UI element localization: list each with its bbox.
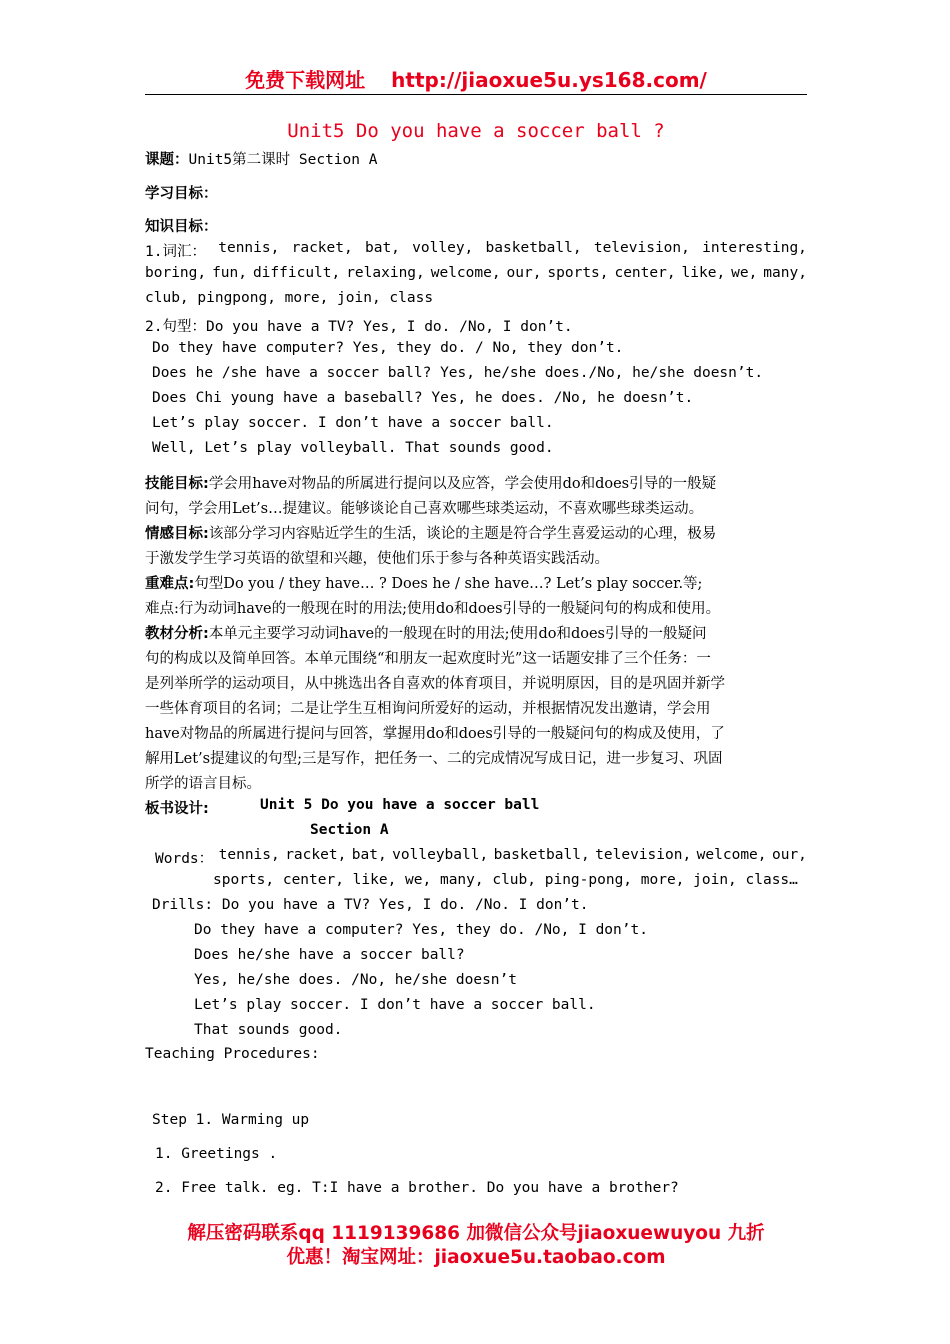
sentence-item: Does he /she have a soccer ball? Yes, he/she does./No, he/she doesn’t. bbox=[152, 365, 764, 381]
footer-line-2: 优惠！淘宝网址：jiaoxue5u.taobao.com bbox=[286, 1247, 666, 1268]
analysis-line: have对物品的所属进行提问与回答，掌握用do和does引导的一般疑问句的构成及使用，了 bbox=[145, 726, 725, 742]
vocab-word: difficult, bbox=[252, 265, 341, 281]
site-header bbox=[145, 66, 807, 95]
board-word: racket, bbox=[285, 847, 347, 863]
vocab-word: fun, bbox=[212, 265, 247, 281]
board-word: television, bbox=[595, 847, 692, 863]
analysis-line-1 bbox=[145, 622, 707, 643]
procedures-heading: Teaching Procedures: bbox=[145, 1046, 320, 1062]
board-heading bbox=[145, 797, 209, 818]
analysis-text: 本单元主要学习动词have的一般现在时的用法;使用do和does引导的一般疑问 bbox=[208, 626, 707, 642]
step-heading: Step 1. Warming up bbox=[152, 1112, 310, 1128]
board-label: 板书设计: bbox=[145, 801, 209, 817]
emotion-line-1 bbox=[145, 522, 716, 543]
goals-heading: 学习目标： bbox=[145, 186, 218, 202]
lesson-value: Unit5第二课时 Section A bbox=[188, 152, 378, 168]
vocab-word: bat, bbox=[364, 240, 400, 256]
board-word: welcome, bbox=[696, 847, 767, 863]
site-url[interactable]: http://jiaoxue5u.ys168.com/ bbox=[391, 68, 707, 92]
emotion-label: 情感目标: bbox=[145, 526, 209, 542]
knowledge-heading: 知识目标： bbox=[145, 219, 218, 235]
board-word: basketball, bbox=[493, 847, 590, 863]
skill-line-1 bbox=[145, 472, 716, 493]
board-word: tennis, bbox=[218, 847, 280, 863]
words-line-2: sports, center, like, we, many, club, ping-pong, more, join, class… bbox=[213, 872, 798, 888]
analysis-line: 解用Let’s提建议的句型;三是写作，把任务一、二的完成情况写成日记，进一步复习、巩固 bbox=[145, 751, 723, 767]
drill-item: That sounds good. bbox=[194, 1022, 343, 1038]
vocab-line-3: club, pingpong, more, join, class bbox=[145, 290, 434, 306]
words-label: Words： bbox=[155, 851, 214, 867]
vocab-word: we, bbox=[731, 265, 758, 281]
vocab-word: racket, bbox=[291, 240, 353, 256]
drills-first: Drills: Do you have a TV? Yes, I do. /No. I don’t. bbox=[152, 897, 589, 913]
page-title: Unit5 Do you have a soccer ball ? bbox=[287, 120, 665, 142]
vocab-word: our, bbox=[506, 265, 542, 281]
sentence-intro: 2.句型：Do you have a TV? Yes, I do. /No, I don’t. bbox=[145, 319, 573, 335]
sentence-item: Do they have computer? Yes, they do. / No, they don’t. bbox=[152, 340, 624, 356]
vocab-line-1 bbox=[145, 240, 807, 261]
drill-item: Do they have a computer? Yes, they do. /No, I don’t. bbox=[194, 922, 648, 938]
drill-item: Let’s play soccer. I don’t have a soccer ball. bbox=[194, 997, 596, 1013]
drill-item: Yes, he/she does. /No, he/she doesn’t bbox=[194, 972, 518, 988]
sentence-item: Let’s play soccer. I don’t have a soccer ball. bbox=[152, 415, 554, 431]
board-word: volleyball, bbox=[392, 847, 489, 863]
lesson-line bbox=[145, 148, 377, 169]
vocab-word: television, bbox=[593, 240, 690, 256]
board-word: our, bbox=[771, 847, 807, 863]
analysis-label: 教材分析: bbox=[145, 626, 209, 642]
skill-line-2: 问句，学会用Let’s…提建议。能够谈论自己喜欢哪些球类运动，不喜欢哪些球类运动。 bbox=[145, 501, 704, 517]
vocab-word: relaxing, bbox=[346, 265, 425, 281]
emotion-line-2: 于激发学生学习英语的欲望和兴趣，使他们乐于参与各种英语实践活动。 bbox=[145, 551, 609, 567]
site-label: 免费下载网址 bbox=[245, 68, 366, 92]
procedure-item: 2. Free talk. eg. T:I have a brother. Do you have a brother? bbox=[155, 1180, 679, 1196]
board-title: Unit 5 Do you have a soccer ball bbox=[260, 797, 540, 813]
vocab-word: basketball, bbox=[485, 240, 582, 256]
vocab-word: tennis, bbox=[218, 240, 280, 256]
keypoints-label: 重难点: bbox=[145, 576, 195, 592]
analysis-line: 是列举所学的运动项目，从中挑选出各自喜欢的体育项目，并说明原因，目的是巩固并新学 bbox=[145, 676, 725, 692]
skill-label: 技能目标: bbox=[145, 476, 209, 492]
vocab-line-2 bbox=[145, 265, 807, 281]
keypoints-text: 句型Do you / they have… ? Does he / she have…? Let’s play soccer.等; bbox=[194, 576, 703, 592]
sentence-item: Does Chi young have a baseball? Yes, he does. /No, he doesn’t. bbox=[152, 390, 694, 406]
vocab-word: sports, bbox=[547, 265, 609, 281]
analysis-line: 所学的语言目标。 bbox=[145, 776, 261, 792]
keypoints-line-2: 难点:行为动词have的一般现在时的用法;使用do和does引导的一般疑问句的构成和使用。 bbox=[145, 601, 721, 617]
footer-line-1: 解压密码联系qq 1119139686 加微信公众号jiaoxuewuyou 九折 bbox=[187, 1223, 765, 1244]
vocab-word: welcome, bbox=[430, 265, 501, 281]
words-line-1 bbox=[155, 847, 807, 868]
drill-item: Does he/she have a soccer ball? bbox=[194, 947, 465, 963]
keypoints-line-1 bbox=[145, 572, 702, 593]
vocab-word: boring, bbox=[145, 265, 207, 281]
procedure-item: 1. Greetings . bbox=[155, 1146, 278, 1162]
board-section: Section A bbox=[310, 822, 389, 838]
vocab-word: center, bbox=[614, 265, 676, 281]
sentence-item: Well, Let’s play volleyball. That sounds good. bbox=[152, 440, 554, 456]
vocab-word: volley, bbox=[412, 240, 474, 256]
vocab-word: many, bbox=[763, 265, 807, 281]
vocab-word: like, bbox=[681, 265, 726, 281]
lesson-label: 课题： bbox=[145, 152, 189, 168]
emotion-text: 该部分学习内容贴近学生的生活，谈论的主题是符合学生喜爱运动的心理，极易 bbox=[208, 526, 717, 542]
vocab-word: interesting, bbox=[702, 240, 807, 256]
board-word: bat, bbox=[351, 847, 387, 863]
analysis-line: 一些体育项目的名词；二是让学生互相询问所爱好的运动，并根据情况发出邀请，学会用 bbox=[145, 701, 711, 717]
analysis-line: 句的构成以及简单回答。本单元围绕“和朋友一起欢度时光”这一话题安排了三个任务：一 bbox=[145, 651, 711, 667]
vocab-word: 1.词汇： bbox=[145, 244, 206, 260]
skill-text: 学会用have对物品的所属进行提问以及应答，学会使用do和does引导的一般疑 bbox=[208, 476, 717, 492]
